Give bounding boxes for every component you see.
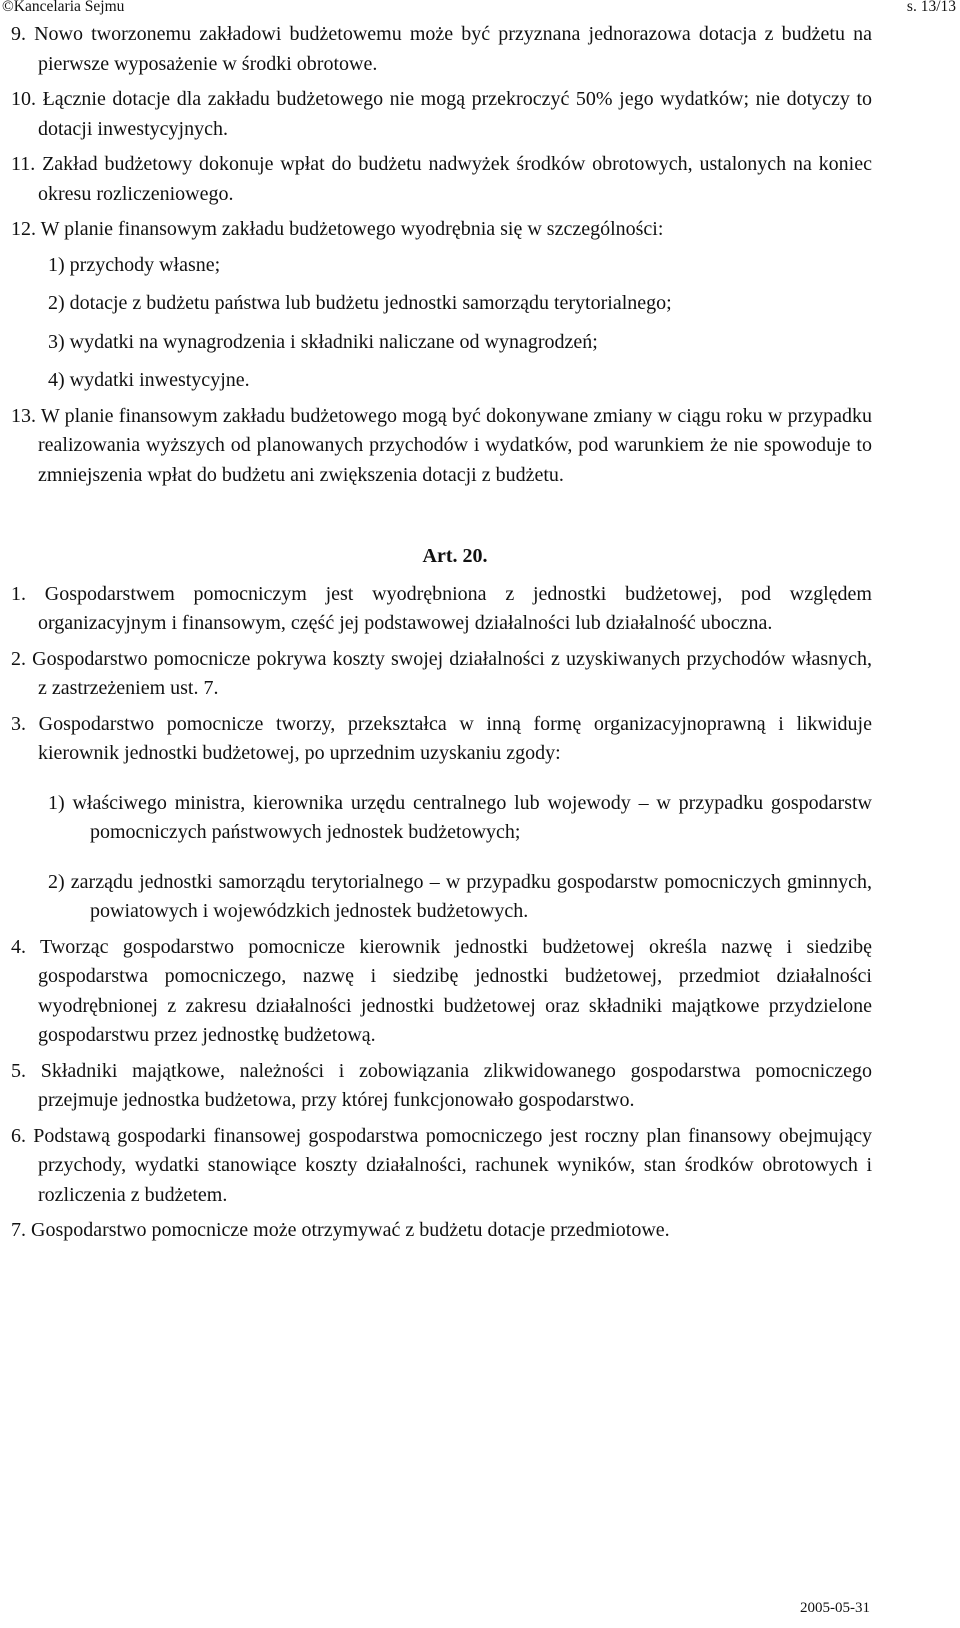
paragraph-13: 13. W planie finansowym zakładu budżetowego mogą być dokonywane zmiany w ciągu roku w przypadku realizowania wyższych od planowanych przychodów i wydatków, pod warunkiem że nie spowoduje to zmniejszenia wpłat do budżetu ani zwiększenia dotacji z budżetu. <box>11 404 872 486</box>
paragraph-7: 7. Gospodarstwo pomocnicze może otrzymywać z budżetu dotacje przedmiotowe. <box>11 1219 670 1241</box>
paragraph-2: 2. Gospodarstwo pomocnicze pokrywa koszty swojej działalności z uzyskiwanych przychodów własnych, z zastrzeżeniem ust. 7. <box>11 647 872 699</box>
document-body <box>11 20 872 1252</box>
paragraph-6: 6. Podstawą gospodarki finansowej gospodarstwa pomocniczego jest roczny plan finansowy obejmujący przychody, wydatki stanowiące koszty działalności, rachunek wyników, stan środków obrotowych i rozliczenia z budżetem. <box>11 1124 872 1206</box>
list-item: 4) wydatki inwestycyjne. <box>48 369 250 391</box>
article-title: Art. 20. <box>422 545 488 567</box>
list-item: 2) zarządu jednostki samorządu terytorialnego – w przypadku gospodarstw pomocniczych gminnych, powiatowych i wojewódzkich jednostek budżetowych. <box>48 870 872 922</box>
header-copyright: ©Kancelaria Sejmu <box>2 0 125 15</box>
list-item: 1) właściwego ministra, kierownika urzędu centralnego lub wojewody – w przypadku gospodarstw pomocniczych państwowych jednostek budżetowych; <box>48 791 872 843</box>
page-header <box>2 0 956 16</box>
list-item: 3) wydatki na wynagrodzenia i składniki naliczane od wynagrodzeń; <box>48 330 598 353</box>
paragraph-1: 1. Gospodarstwem pomocniczym jest wyodrębniona z jednostki budżetowej, pod względem organizacyjnym i finansowym, część jej podstawowej działalności lub działalność uboczna. <box>11 582 872 634</box>
paragraph-5: 5. Składniki majątkowe, należności i zobowiązania zlikwidowanego gospodarstwa pomocniczego przejmuje jednostka budżetowa, przy której funkcjonowało gospodarstwo. <box>11 1059 872 1111</box>
paragraph-4: 4. Tworząc gospodarstwo pomocnicze kierownik jednostki budżetowej określa nazwę i siedzibę gospodarstwa pomocniczego, nazwę i siedzibę jednostki budżetowej, przedmiot działalności wyodrębnionej z zakresu działalności jednostki budżetowej oraz składniki majątkowe przydzielone gospodarstwu przez jednostkę budżetową. <box>11 935 872 1046</box>
paragraph-10: 10. Łącznie dotacje dla zakładu budżetowego nie mogą przekroczyć 50% jego wydatków; nie dotyczy to dotacji inwestycyjnych. <box>11 88 872 140</box>
paragraph-12: 12. W planie finansowym zakładu budżetowego wyodrębnia się w szczególności: <box>11 218 664 240</box>
list-item: 1) przychody własne; <box>48 253 221 276</box>
list-item: 2) dotacje z budżetu państwa lub budżetu jednostki samorządu terytorialnego; <box>48 292 672 314</box>
paragraph-9: 9. Nowo tworzonemu zakładowi budżetowemu może być przyznana jednorazowa dotacja z budżetu na pierwsze wyposażenie w środki obrotowe. <box>11 23 872 75</box>
paragraph-11: 11. Zakład budżetowy dokonuje wpłat do budżetu nadwyżek środków obrotowych, ustalonych na koniec okresu rozliczeniowego. <box>11 153 872 205</box>
footer-date: 2005-05-31 <box>800 1600 870 1616</box>
page-number: s. 13/13 <box>906 0 956 15</box>
paragraph-3: 3. Gospodarstwo pomocnicze tworzy, przekształca w inną formę organizacyjnoprawną i likwiduje kierownik jednostki budżetowej, po uprzednim uzyskaniu zgody: <box>11 712 872 764</box>
